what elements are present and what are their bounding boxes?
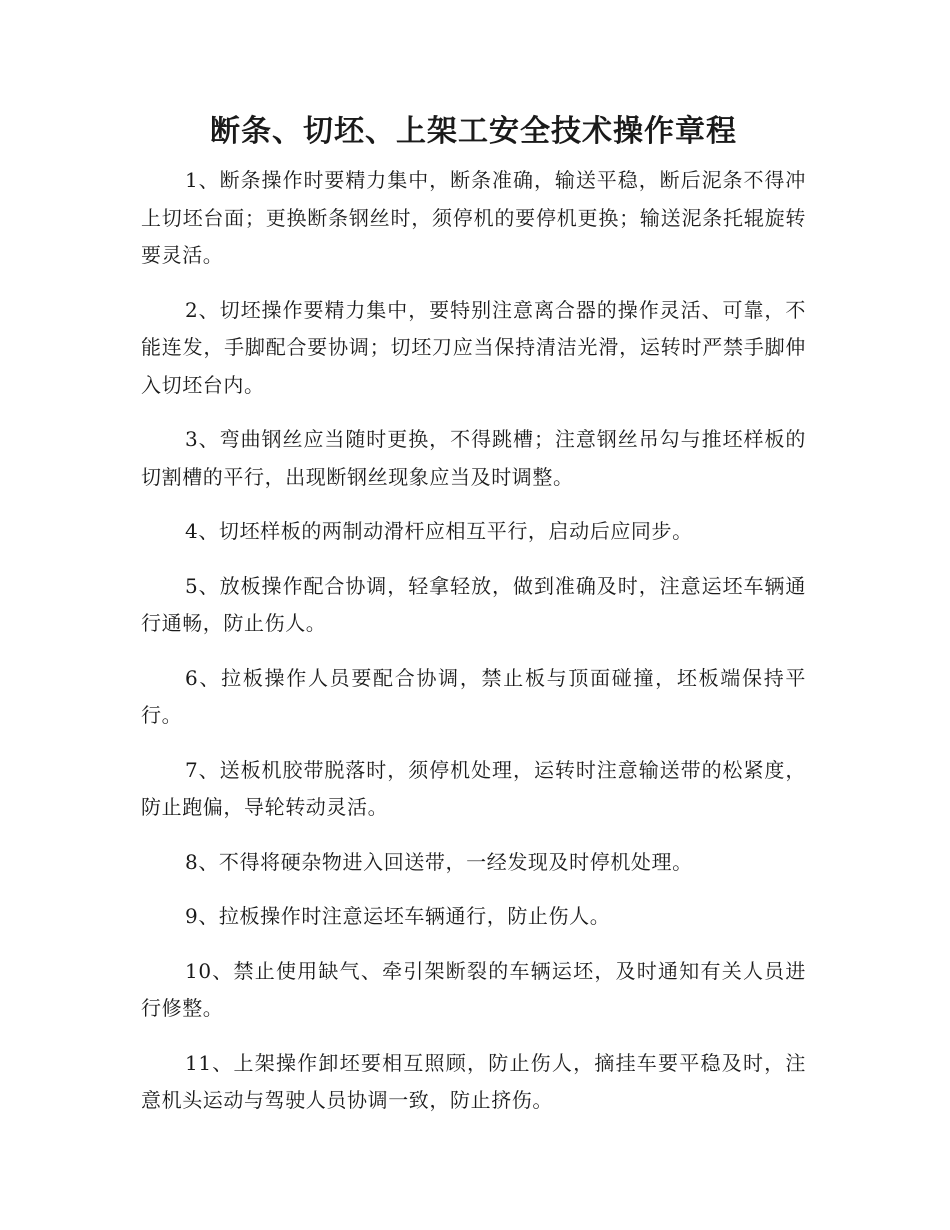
clause-8: 8、不得将硬杂物进入回送带，一经发现及时停机处理。	[185, 849, 693, 874]
clause-3: 3、弯曲钢丝应当随时更换，不得跳槽；注意钢丝吊勾与推坯样板的切割槽的平行，出现断钢丝现象应当及时调整。	[141, 427, 806, 489]
document-page	[141, 108, 806, 1137]
clause-11: 11、上架操作卸坯要相互照顾，防止伤人，摘挂车要平稳及时，注意机头运动与驾驶人员协调一致，防止挤伤。	[141, 1050, 806, 1112]
clause-1: 1、断条操作时要精力集中，断条准确，输送平稳，断后泥条不得冲上切坯台面；更换断条钢丝时，须停机的要停机更换；输送泥条托辊旋转要灵活。	[141, 168, 806, 267]
document-title: 断条、切坯、上架工安全技术操作章程	[210, 114, 737, 149]
clause-5: 5、放板操作配合协调，轻拿轻放，做到准确及时，注意运坯车辆通行通畅，防止伤人。	[141, 573, 806, 635]
clause-6: 6、拉板操作人员要配合协调，禁止板与顶面碰撞，坯板端保持平行。	[141, 665, 806, 727]
clause-9: 9、拉板操作时注意运坯车辆通行，防止伤人。	[185, 904, 611, 928]
clause-7: 7、送板机胶带脱落时，须停机处理，运转时注意输送带的松紧度，防止跑偏，导轮转动灵活。	[141, 757, 806, 819]
clause-2: 2、切坯操作要精力集中，要特别注意离合器的操作灵活、可靠，不能连发，手脚配合要协调；切坯刀应当保持清洁光滑，运转时严禁手脚伸入切坯台内。	[141, 297, 806, 397]
clause-10: 10、禁止使用缺气、牵引架断裂的车辆运坯，及时通知有关人员进行修整。	[141, 958, 806, 1020]
clause-4: 4、切坯样板的两制动滑杆应相互平行，启动后应同步。	[185, 519, 693, 543]
